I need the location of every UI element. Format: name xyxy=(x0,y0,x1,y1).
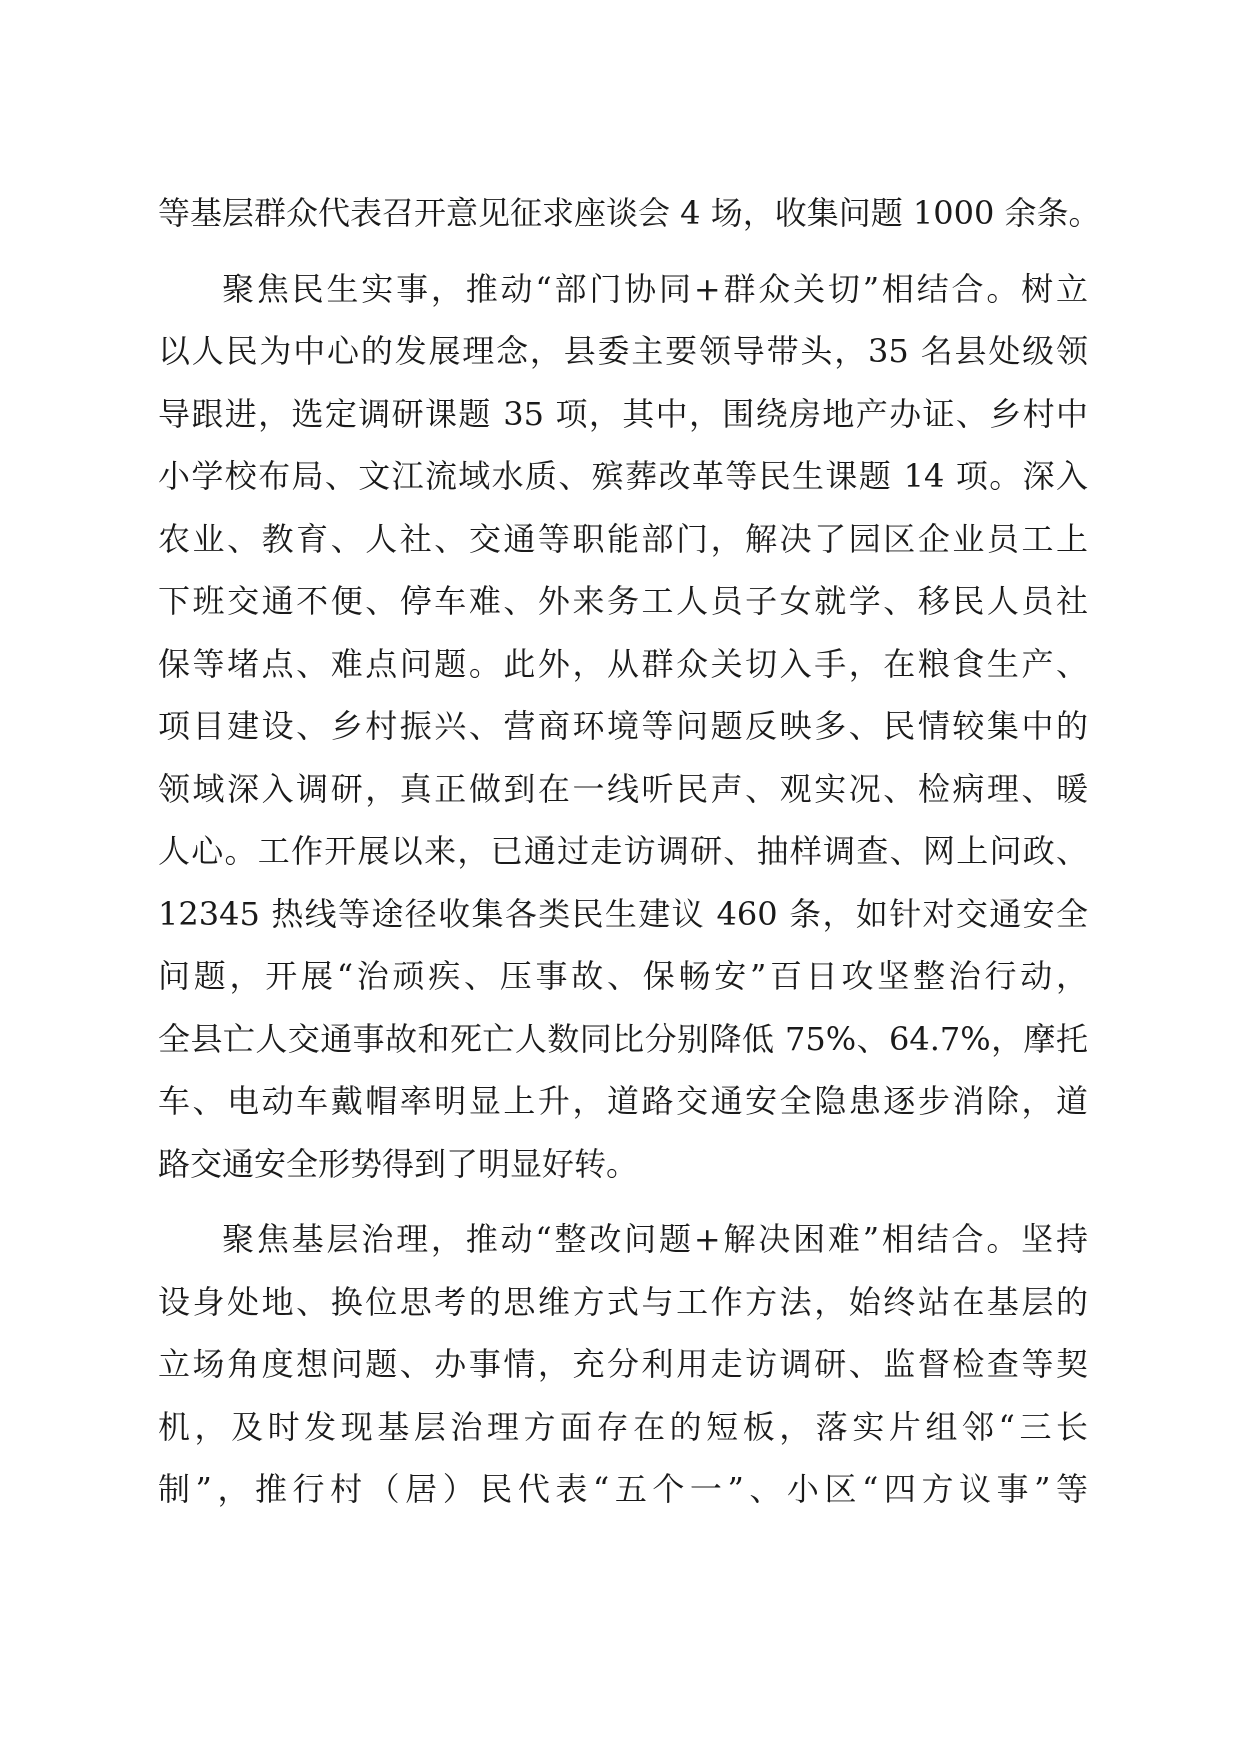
text-line: 全县亡人交通事故和死亡人数同比分别降低 75%、64.7%，摩托 xyxy=(158,1019,1088,1058)
text-line: 12345 热线等途径收集各类民生建议 460 条，如针对交通安全 xyxy=(158,894,1088,933)
text-line: 等基层群众代表召开意见征求座谈会 4 场，收集问题 1000 余条。 xyxy=(158,194,1101,232)
text-line: 领域深入调研，真正做到在一线听民声、观实况、检病理、暖 xyxy=(158,769,1088,808)
text-line: 项目建设、乡村振兴、营商环境等问题反映多、民情较集中的 xyxy=(158,707,1088,745)
text-line: 以人民为中心的发展理念，县委主要领导带头，35 名县处级领 xyxy=(158,332,1088,370)
text-line: 路交通安全形势得到了明显好转。 xyxy=(158,1144,639,1183)
paragraph-1 xyxy=(158,182,1101,245)
paragraph-3 xyxy=(158,1208,1088,1521)
paragraph-2 xyxy=(158,258,1088,1196)
text-line: 农业、教育、人社、交通等职能部门，解决了园区企业员工上 xyxy=(158,519,1088,558)
text-line: 制”，推行村（居）民代表“五个一”、小区“四方议事”等 xyxy=(158,1470,1088,1508)
text-line: 导跟进，选定调研课题 35 项，其中，围绕房地产办证、乡村中 xyxy=(158,394,1088,433)
text-line: 保等堵点、难点问题。此外，从群众关切入手，在粮食生产、 xyxy=(158,644,1088,683)
text-line: 机，及时发现基层治理方面存在的短板，落实片组邻“三长 xyxy=(158,1407,1088,1446)
text-line: 立场角度想问题、办事情，充分利用走访调研、监督检查等契 xyxy=(158,1345,1088,1383)
text-line: 设身处地、换位思考的思维方式与工作方法，始终站在基层的 xyxy=(158,1282,1088,1321)
text-line: 下班交通不便、停车难、外来务工人员子女就学、移民人员社 xyxy=(158,582,1088,620)
text-line: 聚焦民生实事，推动“部门协同+群众关切”相结合。树立 xyxy=(222,269,1088,308)
text-line: 人心。工作开展以来，已通过走访调研、抽样调查、网上问政、 xyxy=(158,832,1088,870)
text-line: 聚焦基层治理，推动“整改问题+解决困难”相结合。坚持 xyxy=(222,1220,1088,1258)
text-line: 小学校布局、文江流域水质、殡葬改革等民生课题 14 项。深入 xyxy=(158,457,1088,495)
text-line: 车、电动车戴帽率明显上升，道路交通安全隐患逐步消除，道 xyxy=(158,1082,1088,1120)
document-body xyxy=(158,182,1101,1521)
text-line: 问题，开展“治顽疾、压事故、保畅安”百日攻坚整治行动， xyxy=(158,957,1088,995)
